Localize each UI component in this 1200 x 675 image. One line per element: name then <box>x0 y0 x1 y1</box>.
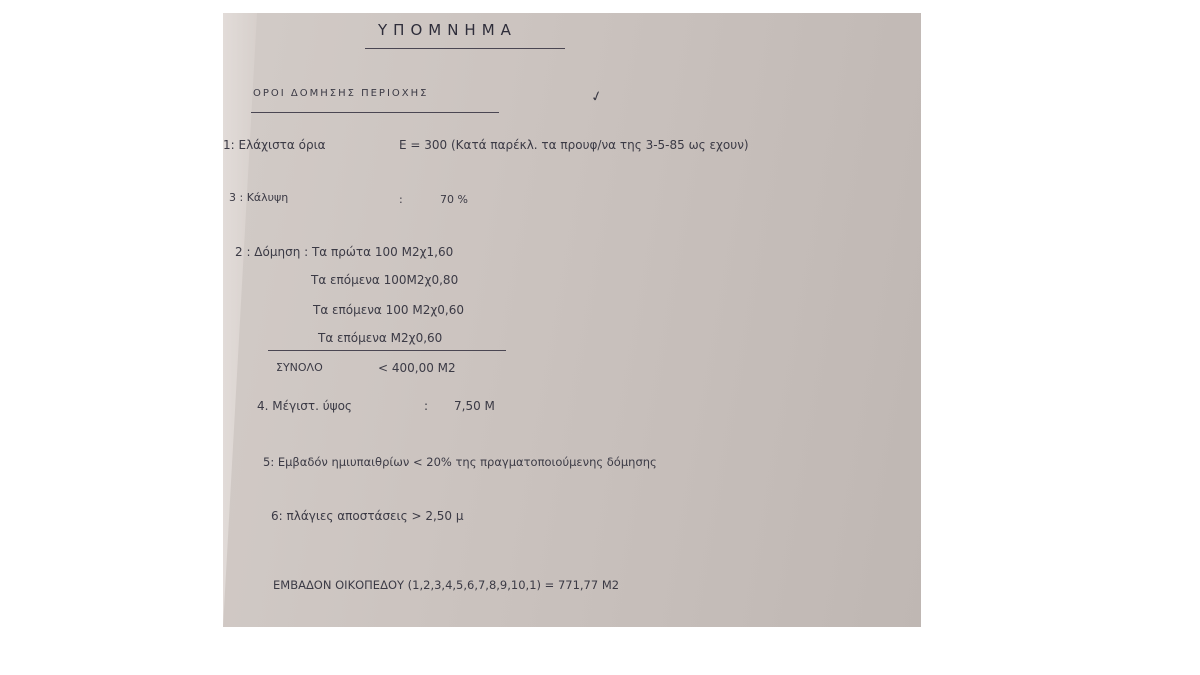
total-rule <box>268 350 506 351</box>
plot-area: ΕΜΒΑΔΟΝ ΟΙΚΟΠΕΔΟΥ (1,2,3,4,5,6,7,8,9,10,1) = 771,77 Μ2 <box>273 578 620 592</box>
document-photo <box>223 13 921 627</box>
min-limits-label: 1: Ελάχιστα όρια <box>223 138 326 152</box>
coverage-colon: : <box>399 193 403 206</box>
title-underline <box>365 48 565 49</box>
total-label: ΣΥΝΟΛΟ <box>276 361 323 374</box>
semi-open-area-rule: 5: Εμβαδόν ημιυπαιθρίων < 20% της πραγματοποιούμενης δόμησης <box>263 455 657 469</box>
heading-underline <box>251 112 499 113</box>
section-heading: ΟΡΟΙ ΔΟΜΗΣΗΣ ΠΕΡΙΟΧΗΣ <box>253 88 429 99</box>
coverage-label: 3 : Κάλυψη <box>229 191 289 204</box>
document-title: ΥΠΟΜΝΗΜΑ <box>378 21 517 39</box>
density-line-3: Τα επόμενα 100 Μ2χ0,60 <box>313 303 465 317</box>
total-value: < 400,00 Μ2 <box>378 361 456 375</box>
max-height-label: 4. Μέγιστ. ύψος <box>257 399 352 413</box>
paper-fold-shadow <box>223 13 257 627</box>
checkmark-icon: ✓ <box>589 87 605 107</box>
max-height-colon: : <box>424 399 429 413</box>
side-distances-rule: 6: πλάγιες αποστάσεις > 2,50 μ <box>271 509 464 523</box>
min-limits-value: E = 300 (Κατά παρέκλ. τα προυφ/να της 3-5-85 ως εχουν) <box>399 138 749 152</box>
coverage-value: 70 % <box>440 193 468 206</box>
density-line-2: Τα επόμενα 100Μ2χ0,80 <box>311 273 459 287</box>
density-line-4: Τα επόμενα Μ2χ0,60 <box>318 331 443 345</box>
building-density-label: 2 : Δόμηση : Τα πρώτα 100 Μ2χ1,60 <box>235 245 454 259</box>
max-height-value: 7,50 Μ <box>454 399 495 413</box>
